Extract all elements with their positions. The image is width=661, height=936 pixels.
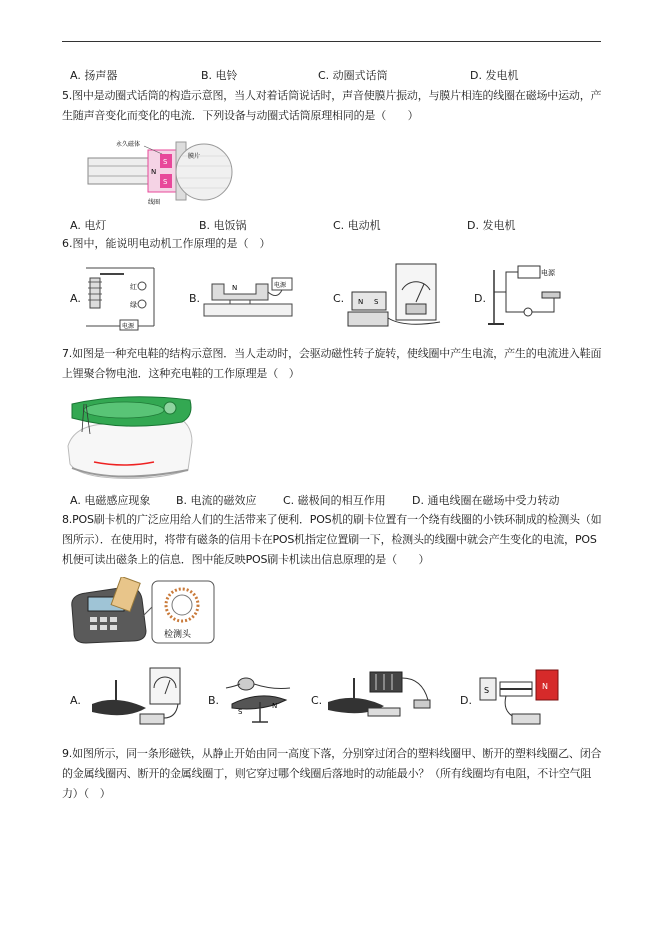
- q6a-green: 绿: [130, 301, 137, 309]
- q6b-power: 电源: [274, 282, 287, 289]
- q5-label-magnet: 永久磁体: [116, 141, 141, 148]
- q5-option-c[interactable]: C. 电动机: [333, 219, 381, 232]
- q6-figure-b-motor: [202, 270, 302, 326]
- q4-option-b[interactable]: B. 电铃: [201, 69, 238, 82]
- q8-label-c[interactable]: C.: [311, 694, 323, 707]
- q5-option-a[interactable]: A. 电灯: [70, 219, 107, 232]
- q6d-power: 电源: [541, 269, 555, 277]
- q8d-s: S: [484, 686, 490, 695]
- q5-label-diaphragm: 膜片: [188, 153, 201, 160]
- q4-option-d[interactable]: D. 发电机: [470, 69, 519, 82]
- q6-label-c[interactable]: C.: [333, 292, 345, 305]
- q5-label-coil: 线圈: [148, 199, 161, 206]
- q9-question: 9.如图所示，同一条形磁铁，从静止开始由同一高度下落，分别穿过闭合的塑料线圈甲、断开的塑料线圈乙、闭合的金属线圈丙、断开的金属线圈丁，则它穿过哪个线圈后落地时的动能最小？（所有线圈均有电阻，不计空气阻力）（ ）: [62, 747, 602, 800]
- q8-figure-c: [326, 664, 434, 726]
- q5-question: 5.图中是动圈式话筒的构造示意图，当人对着话筒说话时，声音使膜片振动，与膜片相连的线圈在磁场中运动，产生随声音变化而变化的电流．下列设备与动圈式话筒原理相同的是（ ）: [62, 89, 602, 122]
- q5-microphone-figure: [86, 136, 236, 208]
- q7-option-d[interactable]: D. 通电线圈在磁场中受力转动: [412, 494, 560, 507]
- q4-option-a[interactable]: A. 扬声器: [70, 69, 118, 82]
- q6-figure-a-relay: [84, 264, 160, 332]
- q5-option-b[interactable]: B. 电饭锅: [199, 219, 247, 232]
- q8-figure-a: [86, 664, 186, 728]
- q7-charging-shoe-figure: [64, 390, 198, 484]
- q6-figure-c-galvanometer: [344, 262, 450, 332]
- q8-detector-label: 检测头: [164, 630, 192, 640]
- q6a-power: 电源: [122, 323, 135, 330]
- q5-label-n: N: [151, 168, 157, 176]
- q8d-n: N: [542, 682, 548, 691]
- q8-figure-d: [476, 664, 560, 728]
- q8-pos-machine-figure: [66, 577, 218, 647]
- q8-label-b[interactable]: B.: [208, 694, 220, 707]
- q5-label-s2: S: [163, 178, 168, 186]
- q6-figure-d-wire: [484, 262, 568, 332]
- q6-label-d[interactable]: D.: [474, 292, 486, 305]
- q6c-s: S: [374, 298, 379, 306]
- q6-label-a[interactable]: A.: [70, 292, 81, 305]
- q5-label-s1: S: [163, 158, 168, 166]
- q7-option-b[interactable]: B. 电流的磁效应: [176, 494, 257, 507]
- q6-question: 6.图中，能说明电动机工作原理的是（ ）: [62, 237, 271, 250]
- q7-option-c[interactable]: C. 磁极间的相互作用: [283, 494, 386, 507]
- q8-question: 8.POS刷卡机的广泛应用给人们的生活带来了便利．POS机的刷卡位置有一个绕有线圈的小铁环制成的检测头（如图所示）．在使用时，将带有磁条的信用卡在POS机指定位置刷一下，检测头的线圈中就会产生变化的电流，POS机便可读出磁条上的信息．图中能反映POS刷卡机读出信息原理的是（ ）: [62, 513, 602, 566]
- q8b-s: S: [238, 708, 243, 716]
- q6-label-b[interactable]: B.: [189, 292, 201, 305]
- q8-label-a[interactable]: A.: [70, 694, 81, 707]
- q8-label-d[interactable]: D.: [460, 694, 472, 707]
- q8-figure-b: [222, 668, 298, 724]
- q7-question: 7.如图是一种充电鞋的结构示意图．当人走动时，会驱动磁性转子旋转，使线圈中产生电流，产生的电流进入鞋面上锂聚合物电池．这种充电鞋的工作原理是（ ）: [62, 347, 602, 380]
- q5-option-d[interactable]: D. 发电机: [467, 219, 516, 232]
- header-rule: [62, 41, 601, 42]
- q4-option-c[interactable]: C. 动圈式话筒: [318, 69, 388, 82]
- q6a-red: 红: [130, 283, 137, 291]
- q6b-n: N: [232, 284, 238, 292]
- q7-option-a[interactable]: A. 电磁感应现象: [70, 494, 151, 507]
- q6c-n: N: [358, 298, 364, 306]
- q8b-n: N: [272, 702, 278, 710]
